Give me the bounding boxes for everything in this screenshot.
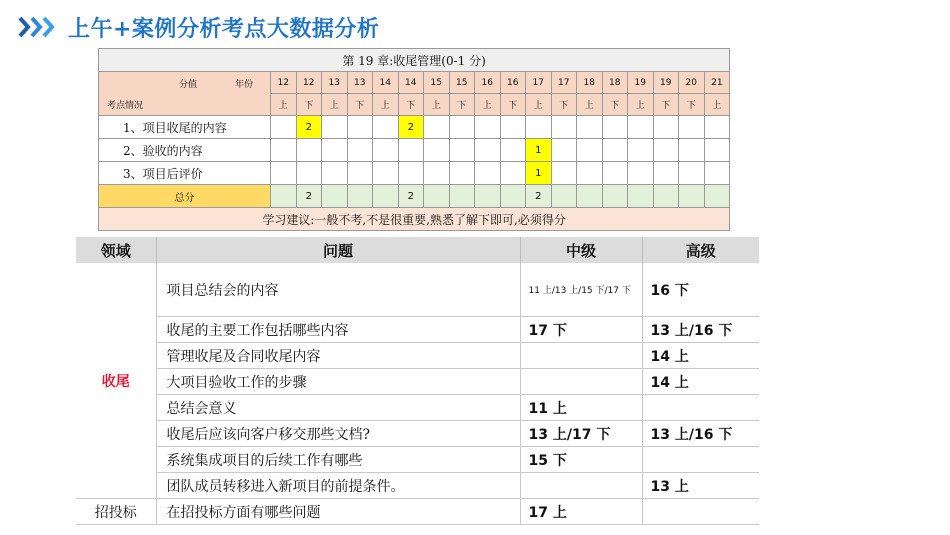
topic-domain-table bbox=[76, 237, 759, 525]
score-cell bbox=[653, 139, 679, 162]
question-cell: 团队成员转移进入新项目的前提条件。 bbox=[156, 473, 520, 499]
half-cell: 上 bbox=[322, 94, 348, 116]
total-cell bbox=[373, 185, 399, 208]
score-cell bbox=[551, 139, 577, 162]
table-row bbox=[76, 263, 759, 317]
half-cell: 上 bbox=[577, 94, 603, 116]
score-cell bbox=[628, 116, 654, 139]
total-cell bbox=[475, 185, 501, 208]
mid-level-cell bbox=[520, 369, 642, 395]
half-cell: 上 bbox=[271, 94, 297, 116]
score-cell bbox=[373, 162, 399, 185]
score-cell bbox=[704, 139, 730, 162]
score-cell: 1 bbox=[526, 162, 552, 185]
total-cell: 2 bbox=[398, 185, 424, 208]
half-cell: 上 bbox=[526, 94, 552, 116]
score-cell bbox=[577, 139, 603, 162]
caption-row bbox=[99, 49, 730, 72]
advice-row bbox=[99, 208, 730, 231]
score-cell bbox=[398, 139, 424, 162]
high-level-cell bbox=[642, 499, 759, 525]
table-row bbox=[76, 395, 759, 421]
question-cell: 总结会意义 bbox=[156, 395, 520, 421]
score-cell bbox=[500, 116, 526, 139]
score-cell bbox=[271, 162, 297, 185]
high-level-cell bbox=[642, 395, 759, 421]
total-cell bbox=[602, 185, 628, 208]
total-cell: 2 bbox=[526, 185, 552, 208]
table-row bbox=[76, 499, 759, 525]
total-cell bbox=[551, 185, 577, 208]
header-mid: 中级 bbox=[520, 237, 642, 263]
question-cell: 大项目验收工作的步骤 bbox=[156, 369, 520, 395]
total-cell bbox=[347, 185, 373, 208]
half-cell: 上 bbox=[424, 94, 450, 116]
score-cell bbox=[424, 162, 450, 185]
table-row bbox=[76, 473, 759, 499]
score-cell: 2 bbox=[398, 116, 424, 139]
diagonal-header-cell bbox=[99, 72, 271, 116]
mid-level-cell: 13 上/17 下 bbox=[520, 421, 642, 447]
table-row bbox=[76, 369, 759, 395]
high-level-cell: 14 上 bbox=[642, 343, 759, 369]
total-cell bbox=[628, 185, 654, 208]
half-cell: 下 bbox=[679, 94, 705, 116]
year-cell: 13 bbox=[347, 72, 373, 94]
score-cell bbox=[424, 139, 450, 162]
score-cell bbox=[322, 162, 348, 185]
score-cell bbox=[347, 116, 373, 139]
table-header-row bbox=[76, 237, 759, 263]
year-cell: 13 bbox=[322, 72, 348, 94]
mid-level-cell bbox=[520, 343, 642, 369]
mid-level-cell: 11 上/13 上/15 下/17 下 bbox=[520, 263, 642, 317]
year-cell: 15 bbox=[449, 72, 475, 94]
question-cell: 收尾后应该向客户移交那些文档? bbox=[156, 421, 520, 447]
score-cell: 1 bbox=[526, 139, 552, 162]
year-cell: 18 bbox=[602, 72, 628, 94]
question-cell: 系统集成项目的后续工作有哪些 bbox=[156, 447, 520, 473]
header-high: 高级 bbox=[642, 237, 759, 263]
score-cell bbox=[271, 139, 297, 162]
score-cell bbox=[526, 116, 552, 139]
topic-row bbox=[99, 139, 730, 162]
score-cell bbox=[653, 116, 679, 139]
slide-header bbox=[18, 10, 379, 44]
table-row bbox=[76, 343, 759, 369]
mid-level-cell: 11 上 bbox=[520, 395, 642, 421]
high-level-cell: 14 上 bbox=[642, 369, 759, 395]
half-cell: 下 bbox=[653, 94, 679, 116]
year-cell: 12 bbox=[296, 72, 322, 94]
half-cell: 下 bbox=[296, 94, 322, 116]
mid-level-cell: 17 上 bbox=[520, 499, 642, 525]
score-cell bbox=[373, 116, 399, 139]
page-title: 上午+案例分析考点大数据分析 bbox=[68, 16, 380, 42]
year-cell: 16 bbox=[500, 72, 526, 94]
mid-level-cell: 15 下 bbox=[520, 447, 642, 473]
score-cell bbox=[271, 116, 297, 139]
total-cell bbox=[500, 185, 526, 208]
high-level-cell: 13 上 bbox=[642, 473, 759, 499]
topic-label: 3、项目后评价 bbox=[99, 162, 271, 185]
exam-stats-table bbox=[98, 48, 730, 231]
total-cell bbox=[653, 185, 679, 208]
high-level-cell: 13 上/16 下 bbox=[642, 317, 759, 343]
diag-topic-label: 考点情况 bbox=[107, 101, 144, 111]
table-row bbox=[76, 317, 759, 343]
question-cell: 在招投标方面有哪些问题 bbox=[156, 499, 520, 525]
half-cell: 上 bbox=[475, 94, 501, 116]
score-cell bbox=[322, 139, 348, 162]
total-cell bbox=[271, 185, 297, 208]
year-row bbox=[99, 72, 730, 94]
mid-level-cell bbox=[520, 473, 642, 499]
score-cell bbox=[704, 162, 730, 185]
score-cell bbox=[449, 162, 475, 185]
score-cell bbox=[322, 116, 348, 139]
diag-score-label: 分值 bbox=[179, 80, 198, 90]
question-cell: 管理收尾及合同收尾内容 bbox=[156, 343, 520, 369]
score-cell bbox=[602, 139, 628, 162]
year-cell: 19 bbox=[628, 72, 654, 94]
score-cell bbox=[296, 139, 322, 162]
year-cell: 12 bbox=[271, 72, 297, 94]
total-cell: 2 bbox=[296, 185, 322, 208]
half-cell: 下 bbox=[551, 94, 577, 116]
table-row bbox=[76, 447, 759, 473]
score-cell bbox=[577, 162, 603, 185]
score-cell bbox=[296, 162, 322, 185]
year-cell: 18 bbox=[577, 72, 603, 94]
header-domain: 领域 bbox=[76, 237, 156, 263]
study-advice: 学习建议:一般不考,不是很重要,熟悉了解下即可,必须得分 bbox=[99, 208, 730, 231]
score-cell bbox=[500, 139, 526, 162]
score-cell bbox=[500, 162, 526, 185]
half-cell: 上 bbox=[704, 94, 730, 116]
score-cell bbox=[475, 139, 501, 162]
score-cell bbox=[628, 139, 654, 162]
score-cell bbox=[602, 116, 628, 139]
table-row bbox=[76, 421, 759, 447]
chevron-arrows-icon bbox=[18, 12, 62, 42]
score-cell bbox=[449, 116, 475, 139]
year-cell: 14 bbox=[398, 72, 424, 94]
half-cell: 上 bbox=[628, 94, 654, 116]
total-row bbox=[99, 185, 730, 208]
score-cell bbox=[679, 162, 705, 185]
total-cell bbox=[322, 185, 348, 208]
question-cell: 项目总结会的内容 bbox=[156, 263, 520, 317]
topic-label: 1、项目收尾的内容 bbox=[99, 116, 271, 139]
half-cell: 上 bbox=[373, 94, 399, 116]
score-cell bbox=[679, 116, 705, 139]
score-cell: 2 bbox=[296, 116, 322, 139]
year-cell: 17 bbox=[551, 72, 577, 94]
score-cell bbox=[653, 162, 679, 185]
half-cell: 下 bbox=[602, 94, 628, 116]
question-cell: 收尾的主要工作包括哪些内容 bbox=[156, 317, 520, 343]
half-cell: 下 bbox=[449, 94, 475, 116]
domain-cell-closing: 收尾 bbox=[76, 263, 156, 499]
score-cell bbox=[475, 162, 501, 185]
chapter-caption: 第 19 章:收尾管理(0-1 分) bbox=[99, 49, 730, 72]
total-cell bbox=[679, 185, 705, 208]
score-cell bbox=[347, 139, 373, 162]
high-level-cell: 16 下 bbox=[642, 263, 759, 317]
total-cell bbox=[704, 185, 730, 208]
score-cell bbox=[475, 116, 501, 139]
domain-cell-bidding: 招投标 bbox=[76, 499, 156, 525]
score-cell bbox=[602, 162, 628, 185]
year-cell: 15 bbox=[424, 72, 450, 94]
score-cell bbox=[347, 162, 373, 185]
year-cell: 17 bbox=[526, 72, 552, 94]
header-question: 问题 bbox=[156, 237, 520, 263]
score-cell bbox=[704, 116, 730, 139]
high-level-cell: 13 上/16 下 bbox=[642, 421, 759, 447]
score-cell bbox=[628, 162, 654, 185]
high-level-cell bbox=[642, 447, 759, 473]
half-cell: 下 bbox=[347, 94, 373, 116]
score-cell bbox=[679, 139, 705, 162]
year-cell: 16 bbox=[475, 72, 501, 94]
year-cell: 14 bbox=[373, 72, 399, 94]
topic-label: 2、验收的内容 bbox=[99, 139, 271, 162]
topic-row bbox=[99, 116, 730, 139]
score-cell bbox=[398, 162, 424, 185]
year-cell: 20 bbox=[679, 72, 705, 94]
total-label: 总分 bbox=[99, 185, 271, 208]
score-cell bbox=[424, 116, 450, 139]
score-cell bbox=[551, 116, 577, 139]
year-cell: 21 bbox=[704, 72, 730, 94]
score-cell bbox=[577, 116, 603, 139]
score-cell bbox=[449, 139, 475, 162]
diag-year-label: 年份 bbox=[235, 80, 254, 90]
year-cell: 19 bbox=[653, 72, 679, 94]
score-cell bbox=[551, 162, 577, 185]
total-cell bbox=[424, 185, 450, 208]
half-cell: 下 bbox=[398, 94, 424, 116]
total-cell bbox=[449, 185, 475, 208]
mid-level-cell: 17 下 bbox=[520, 317, 642, 343]
score-cell bbox=[373, 139, 399, 162]
half-cell: 下 bbox=[500, 94, 526, 116]
total-cell bbox=[577, 185, 603, 208]
topic-row bbox=[99, 162, 730, 185]
